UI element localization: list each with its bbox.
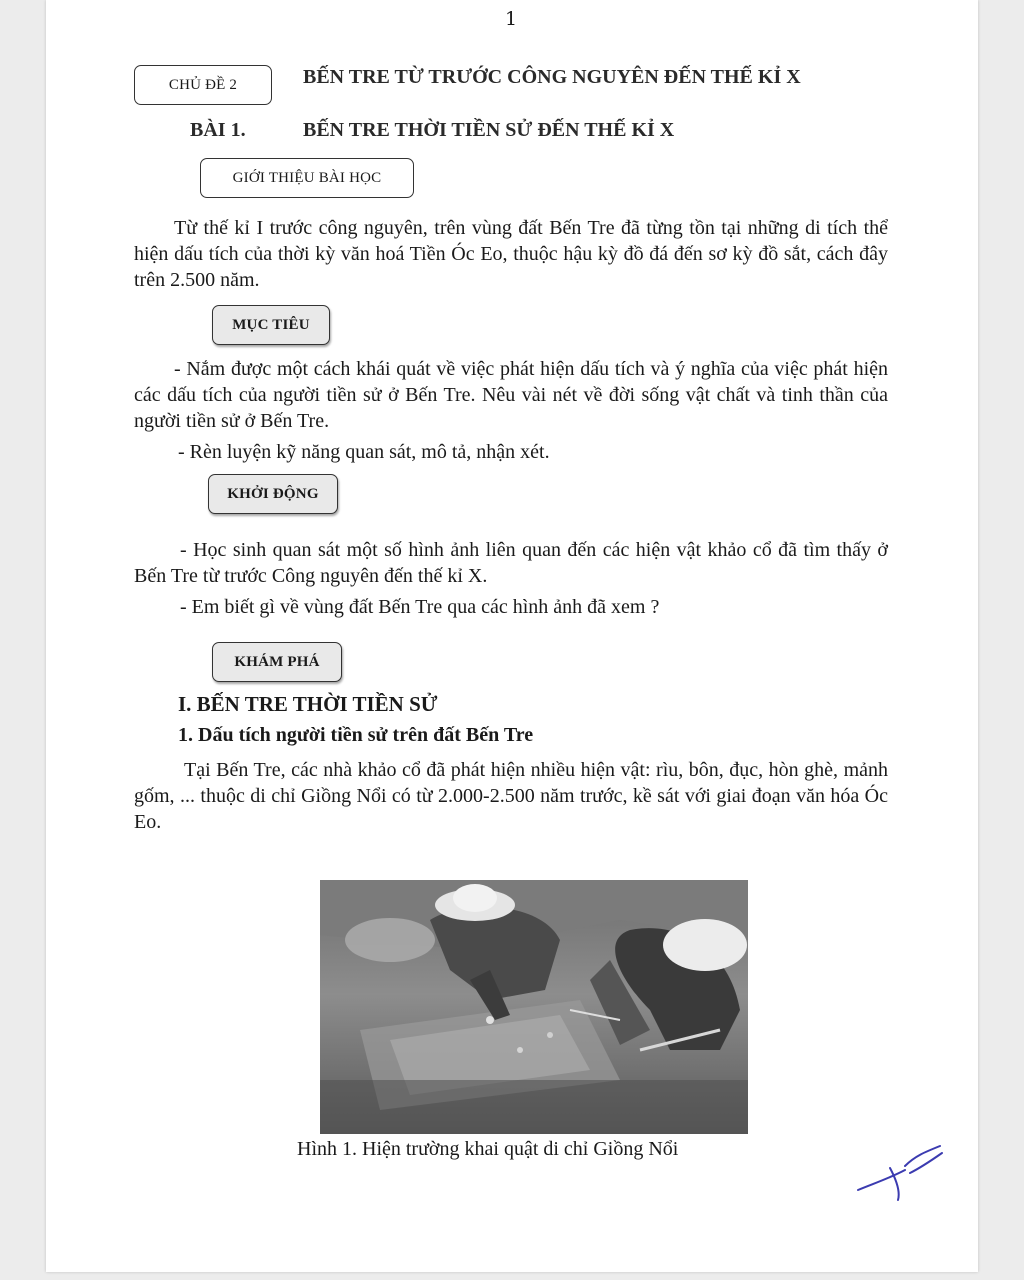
objective-paragraph-2: - Rèn luyện kỹ năng quan sát, mô tả, nhận xét. (178, 441, 550, 463)
explore-box: KHÁM PHÁ (212, 642, 342, 682)
intro-box: GIỚI THIỆU BÀI HỌC (200, 158, 414, 198)
topic-title: BẾN TRE TỪ TRƯỚC CÔNG NGUYÊN ĐẾN THẾ KỈ X (303, 66, 801, 88)
page-number: 1 (505, 8, 518, 30)
intro-paragraph: Từ thế kỉ I trước công nguyên, trên vùng đất Bến Tre đã từng tồn tại những di tích thể hiện dấu tích của thời kỳ văn hoá Tiền Óc Eo, thuộc hậu kỳ đồ đá đến sơ kỳ đồ sắt, cách đây trên 2.500 năm. (134, 217, 888, 291)
objective-paragraph-1: - Nắm được một cách khái quát về việc phát hiện dấu tích và ý nghĩa của việc phát hiện các dấu tích của người tiền sử ở Bến Tre. Nêu vài nét về đời sống vật chất và tinh thần của người tiền sử ở Bến Tre. (134, 358, 888, 432)
warmup-box: KHỞI ĐỘNG (208, 474, 338, 514)
warmup-paragraph-1: - Học sinh quan sát một số hình ảnh liên quan đến các hiện vật khảo cổ đã tìm thấy ở Bến Tre từ trước Công nguyên đến thế kỉ X. (134, 539, 888, 587)
subsection-heading: 1. Dấu tích người tiền sử trên đất Bến Tre (178, 724, 534, 746)
body-paragraph: Tại Bến Tre, các nhà khảo cổ đã phát hiện nhiều hiện vật: rìu, bôn, đục, hòn ghè, mảnh gốm, ... thuộc di chỉ Giồng Nổi có từ 2.000-2.500 năm trước, kề sát với giai đoạn văn hóa Óc Eo. (134, 759, 888, 833)
figure-caption: Hình 1. Hiện trường khai quật di chỉ Giồng Nổi (297, 1138, 679, 1160)
topic-box: CHỦ ĐỀ 2 (134, 65, 272, 105)
lesson-title: BẾN TRE THỜI TIỀN SỬ ĐẾN THẾ KỈ X (303, 119, 675, 141)
section-heading: I. BẾN TRE THỜI TIỀN SỬ (178, 692, 438, 716)
lesson-label: BÀI 1. (190, 119, 246, 141)
warmup-paragraph-2: - Em biết gì về vùng đất Bến Tre qua các hình ảnh đã xem ? (180, 596, 660, 618)
excavation-photo-image (320, 880, 748, 1134)
excavation-photo (320, 880, 748, 1134)
signature-mark (850, 1138, 950, 1208)
objective-box: MỤC TIÊU (212, 305, 330, 345)
